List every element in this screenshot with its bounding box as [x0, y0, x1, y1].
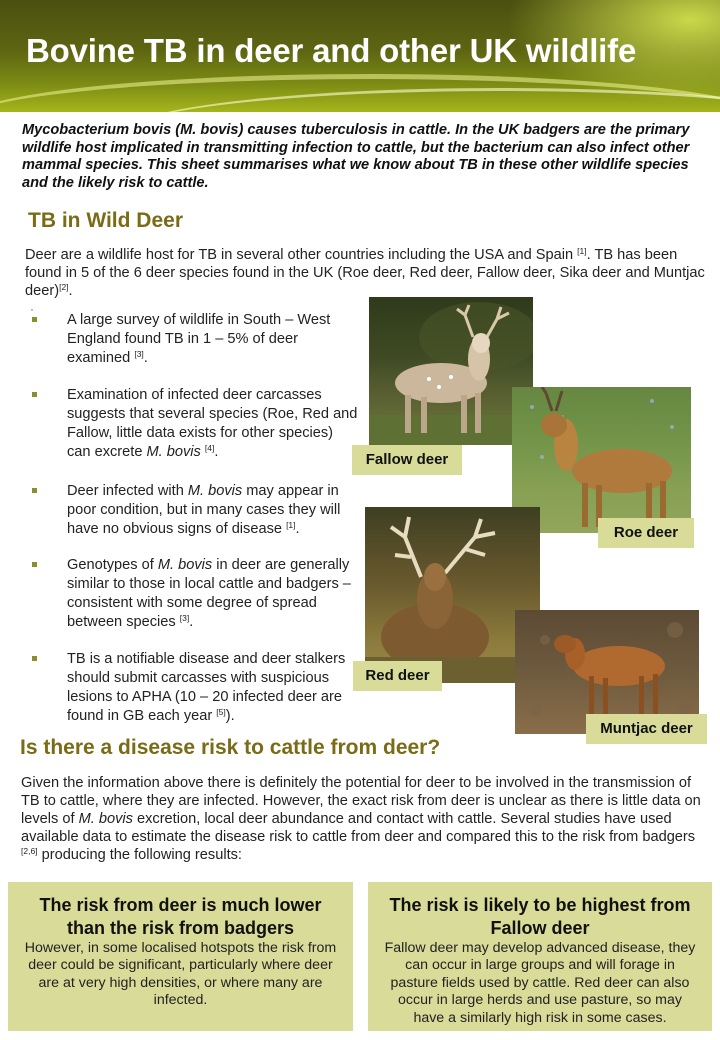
- deer-intro-paragraph: Deer are a wildlife host for TB in several other countries including the USA and Spain [1]. TB has been found in 5 of the 6 deer species found in the UK (Roe deer, Red deer, Fallow deer, Sika deer and Muntjac deer)[2].: [25, 246, 705, 299]
- risk-paragraph: Given the information above there is definitely the potential for deer to be involved in the transmission of TB to cattle, where they are infected. However, the exact risk from deer is unclear as there is little data on levels of M. bovis excretion, local deer abundance and contact with cattle. Several studies have used available data to estimate the disease risk to cattle from deer and compared this to the risk from badgers [2,6] producing the following results:: [21, 775, 701, 863]
- header-banner: [0, 0, 720, 112]
- bullet-item: TB is a notifiable disease and deer stalkers should submit carcasses with suspicious lesions to APHA (10 – 20 infected deer are found in GB each year [5]).: [28, 650, 358, 726]
- caption-fallow-deer: Fallow deer: [352, 445, 462, 475]
- bullet-marker: [32, 392, 37, 397]
- section-heading-risk: Is there a disease risk to cattle from deer?: [20, 736, 441, 759]
- result-title: The risk is likely to be highest from Fallow deer: [389, 895, 691, 938]
- caption-red-deer: Red deer: [353, 661, 442, 691]
- intro-text: Mycobacterium bovis (M. bovis) causes tuberculosis in cattle. In the UK badgers are the primary wildlife host implicated in transmitting infection to cattle, but the bacterium can also infect other mammal species. This sheet summarises what we know about TB in these other wildlife species and the likely risk to cattle.: [22, 122, 690, 191]
- bullet-item: Deer infected with M. bovis may appear in poor condition, but in many cases they will have no obvious signs of disease [1].: [28, 482, 358, 539]
- bullet-marker: [32, 562, 37, 567]
- fallow-deer-photo: [369, 297, 533, 445]
- bullet-marker: [32, 656, 37, 661]
- section-heading-deer: TB in Wild Deer: [28, 209, 183, 232]
- result-title: The risk from deer is much lower than the risk from badgers: [39, 895, 322, 938]
- red-deer-photo: [365, 507, 540, 683]
- bullet-marker: [32, 488, 37, 493]
- result-box-fallow: [368, 882, 712, 1031]
- result-body: Fallow deer may develop advanced disease, they can occur in large groups and will forage in pasture fields used by cattle. Red deer can also occur in large herds and use pasture, so may have a similarly high risk in some cases.: [384, 940, 696, 1026]
- caption-muntjac-deer: Muntjac deer: [586, 714, 707, 744]
- page-title: Bovine TB in deer and other UK wildlife: [26, 32, 637, 69]
- bullet-item: Examination of infected deer carcasses suggests that several species (Roe, Red and Fallow, little data exists for other species) can excrete M. bovis [4].: [28, 386, 358, 462]
- result-body: However, in some localised hotspots the risk from deer could be significant, particularly where deer are at very high densities, or where many are infected.: [24, 940, 337, 1009]
- bullet-marker: [32, 317, 37, 322]
- caption-roe-deer: Roe deer: [598, 518, 694, 548]
- bullet-item: Genotypes of M. bovis in deer are generally similar to those in local cattle and badgers – consistent with some degree of spread between species [3].: [28, 556, 358, 632]
- result-box-badgers: [8, 882, 353, 1031]
- stray-mark: ·: [30, 302, 34, 316]
- bullet-item: A large survey of wildlife in South – West England found TB in 1 – 5% of deer examined [3].: [28, 311, 358, 368]
